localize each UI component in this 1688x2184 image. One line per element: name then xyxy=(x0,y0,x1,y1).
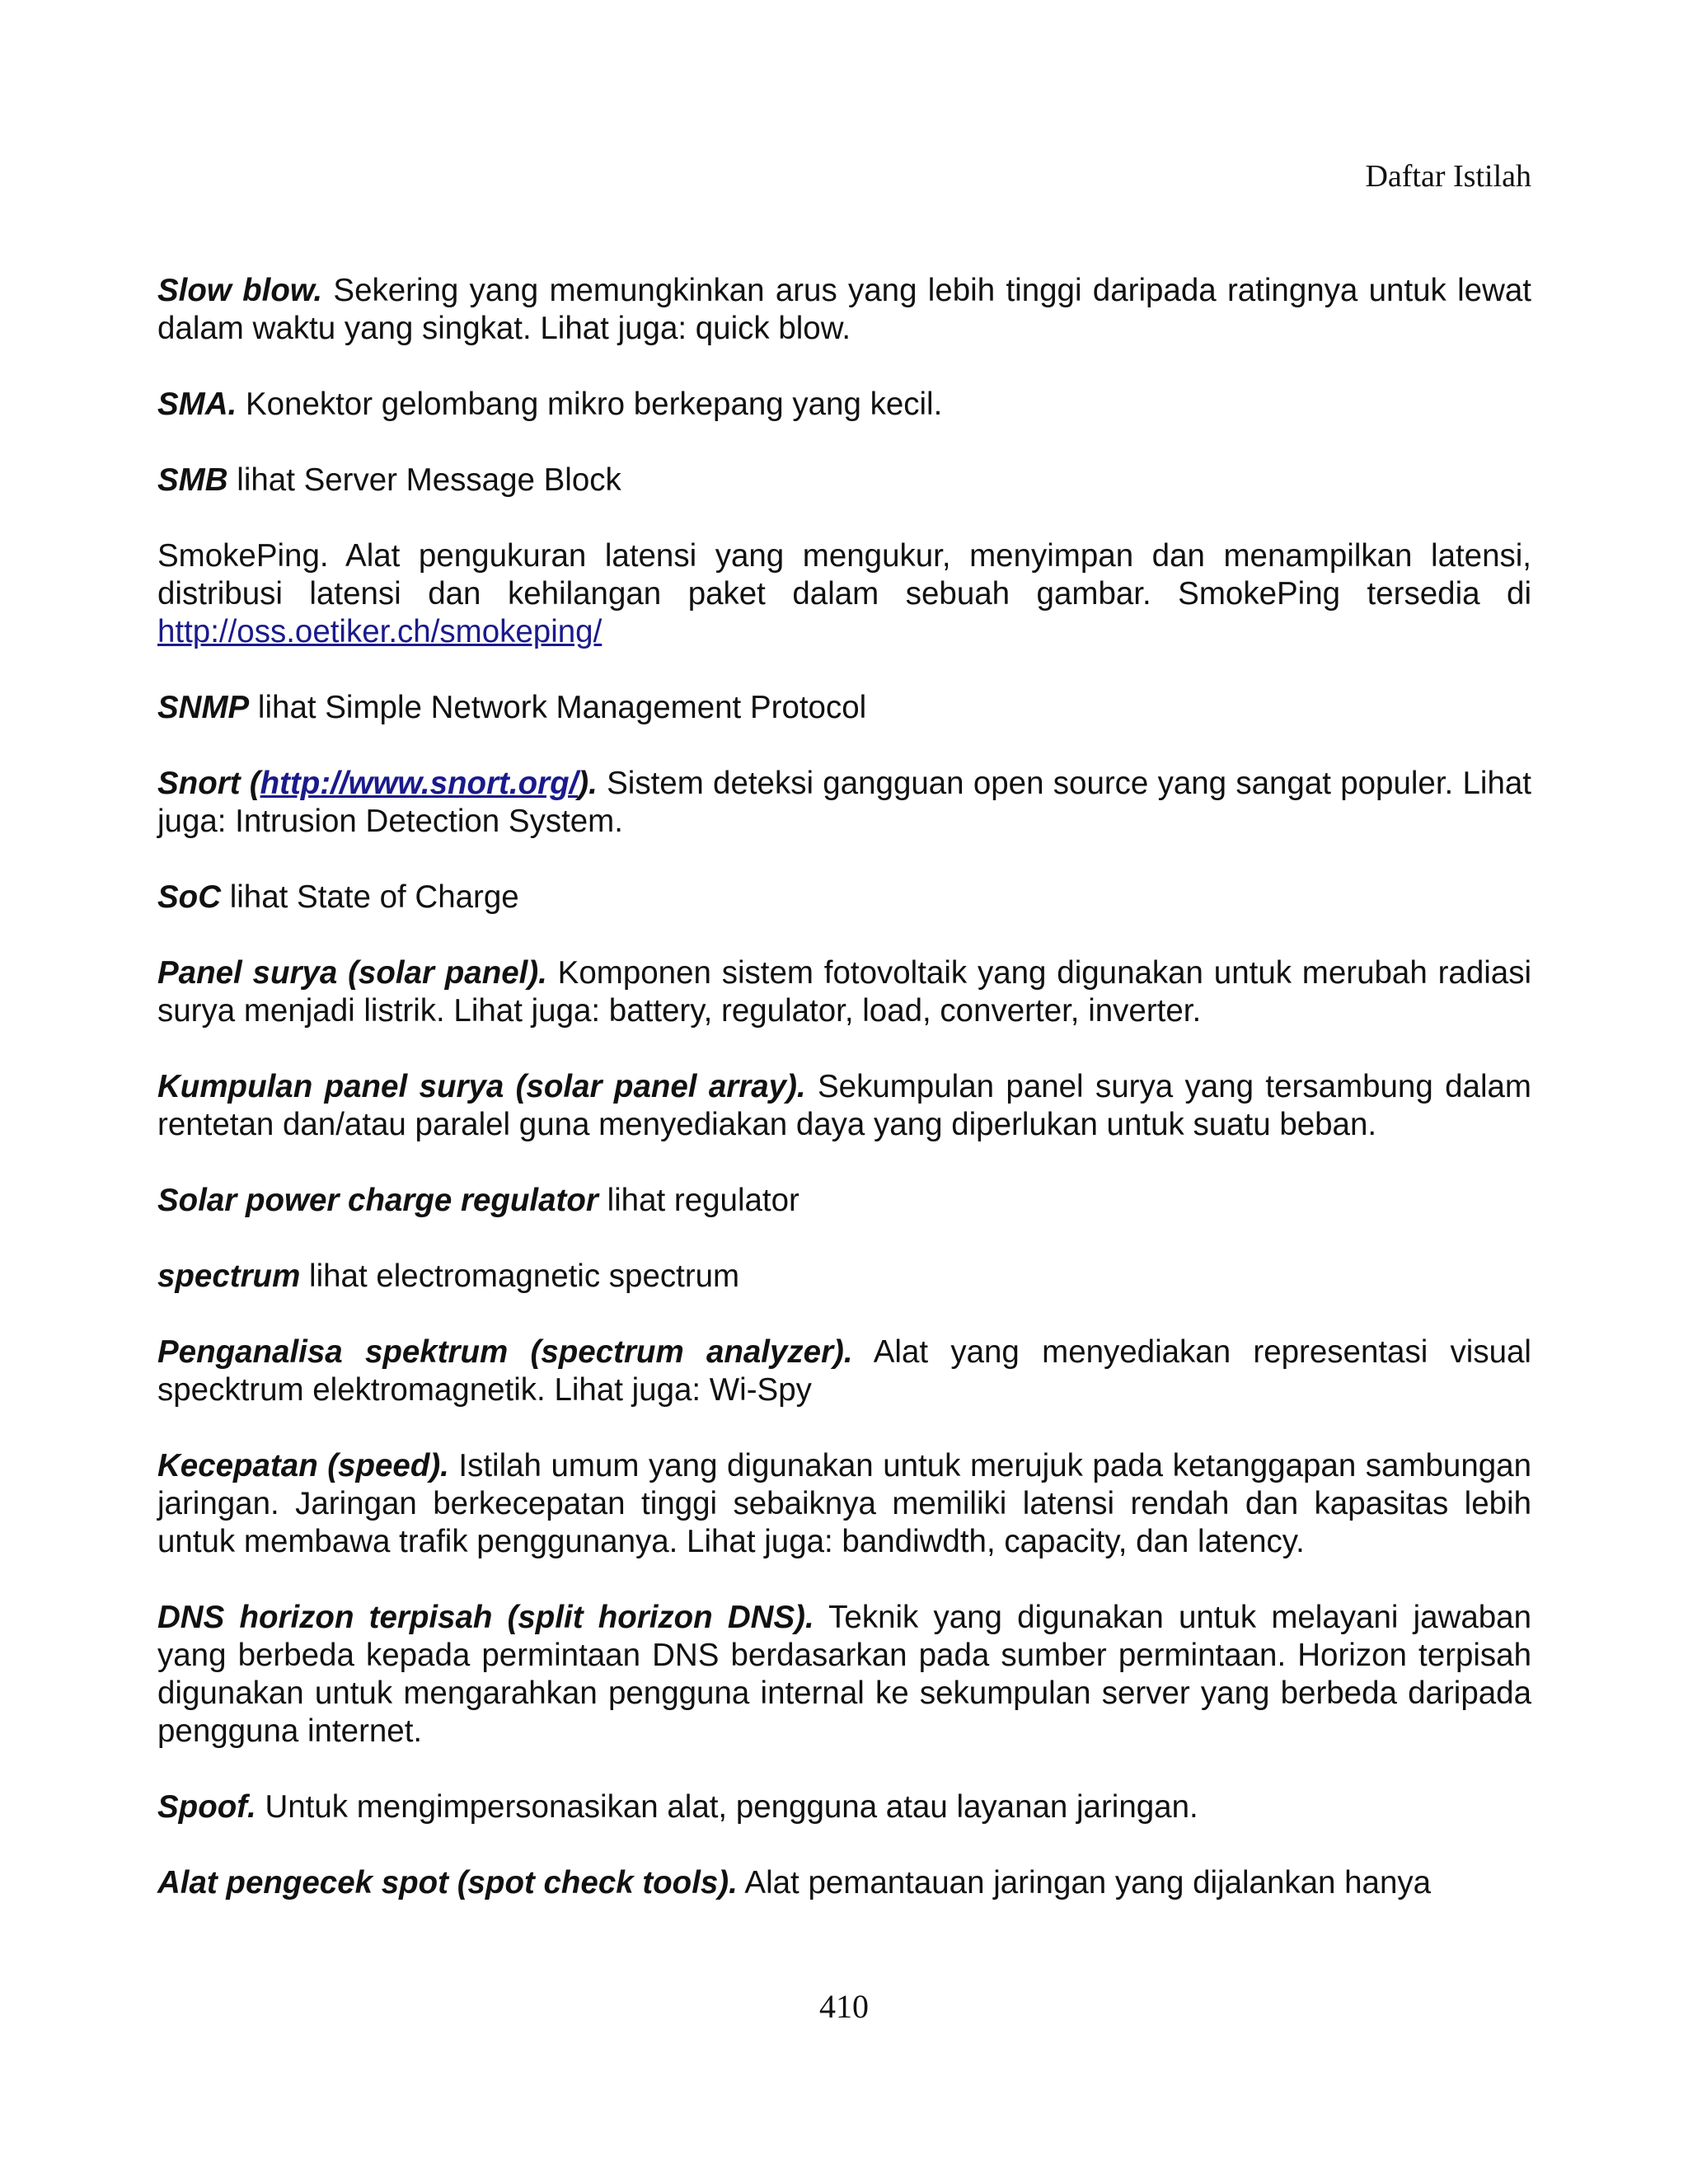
entry-term: Spoof. xyxy=(157,1789,256,1825)
glossary-entry xyxy=(157,879,1531,916)
glossary-entry xyxy=(157,1599,1531,1750)
entry-definition: Konektor gelombang mikro berkepang yang kecil. xyxy=(237,387,943,422)
entry-term xyxy=(157,766,598,801)
entry-definition: Teknik yang digunakan untuk melayani jawaban yang berbeda kepada permintaan DNS berdasarkan pada sumber permintaan. Horizon terpisah digunakan untuk mengarahkan pengguna internal ke sekumpulan server yang berbeda daripada pengguna internet. xyxy=(157,1600,1531,1749)
entry-definition: Sekumpulan panel surya yang tersambung dalam rentetan dan/atau paralel guna menyediakan daya yang diperlukan untuk suatu beban. xyxy=(157,1069,1531,1142)
glossary-entry xyxy=(157,537,1531,651)
term-prefix: Snort ( xyxy=(157,766,260,801)
entry-term: Penganalisa spektrum (spectrum analyzer). xyxy=(157,1334,853,1370)
entry-definition: Untuk mengimpersonasikan alat, pengguna atau layanan jaringan. xyxy=(256,1789,1198,1825)
entry-definition: lihat regulator xyxy=(598,1183,799,1218)
entry-term: Alat pengecek spot (spot check tools). xyxy=(157,1865,738,1900)
glossary-entry xyxy=(157,462,1531,499)
entry-term: spectrum xyxy=(157,1258,301,1294)
entry-term: Slow blow. xyxy=(157,273,323,308)
glossary-entry xyxy=(157,1788,1531,1826)
glossary-entry xyxy=(157,1864,1531,1902)
smokeping-link[interactable]: http://oss.oetiker.ch/smokeping/ xyxy=(157,614,603,649)
glossary-entry xyxy=(157,1258,1531,1296)
entry-definition: Istilah umum yang digunakan untuk merujuk pada ketanggapan sambungan jaringan. Jaringan berkecepatan tinggi sebaiknya memiliki latensi rendah dan kapasitas lebih untuk membawa trafik penggunanya. Lihat juga: bandiwdth, capacity, dan latency. xyxy=(157,1448,1531,1559)
glossary-entry xyxy=(157,1333,1531,1409)
glossary-entry xyxy=(157,689,1531,727)
entry-term: SMB xyxy=(157,462,228,498)
entry-definition: Sekering yang memungkinkan arus yang lebih tinggi daripada ratingnya untuk lewat dalam waktu yang singkat. Lihat juga: quick blow. xyxy=(157,273,1531,346)
entry-term: SoC xyxy=(157,879,221,915)
glossary-entry xyxy=(157,954,1531,1030)
glossary-entry xyxy=(157,386,1531,424)
entry-definition: Komponen sistem fotovoltaik yang digunakan untuk merubah radiasi surya menjadi listrik. Lihat juga: battery, regulator, load, converter, inverter. xyxy=(157,955,1531,1029)
entry-definition: lihat Simple Network Management Protocol xyxy=(249,690,867,725)
glossary-entry xyxy=(157,1447,1531,1561)
entry-term: Solar power charge regulator xyxy=(157,1183,598,1218)
glossary-entry xyxy=(157,1068,1531,1144)
glossary-entry xyxy=(157,1182,1531,1220)
running-header: Daftar Istilah xyxy=(1365,159,1531,194)
page-number: 410 xyxy=(819,1988,869,2025)
entry-definition: Alat yang menyediakan representasi visual specktrum elektromagnetik. Lihat juga: Wi-Spy xyxy=(157,1334,1531,1408)
entry-definition: lihat Server Message Block xyxy=(227,462,621,498)
entry-term: SMA. xyxy=(157,387,237,422)
snort-link[interactable]: http://www.snort.org/ xyxy=(260,766,579,801)
entry-definition: SmokePing. Alat pengukuran latensi yang mengukur, menyimpan dan menampilkan latensi, distribusi latensi dan kehilangan paket dalam sebuah gambar. SmokePing tersedia di xyxy=(157,538,1531,612)
entry-definition: Alat pemantauan jaringan yang dijalankan hanya xyxy=(737,1865,1432,1900)
glossary-entry xyxy=(157,765,1531,841)
term-suffix: ). xyxy=(578,766,598,801)
glossary-content xyxy=(157,272,1531,1940)
entry-definition: lihat State of Charge xyxy=(221,879,519,915)
glossary-entry xyxy=(157,272,1531,348)
entry-term: Panel surya (solar panel). xyxy=(157,955,547,991)
entry-term: DNS horizon terpisah (split horizon DNS). xyxy=(157,1600,814,1635)
entry-term: Kecepatan (speed). xyxy=(157,1448,449,1483)
entry-term: SNMP xyxy=(157,690,250,725)
entry-definition: lihat electromagnetic spectrum xyxy=(300,1258,740,1294)
entry-definition: Sistem deteksi gangguan open source yang sangat populer. Lihat juga: Intrusion Detection System. xyxy=(157,766,1531,839)
entry-term: Kumpulan panel surya (solar panel array). xyxy=(157,1069,806,1104)
